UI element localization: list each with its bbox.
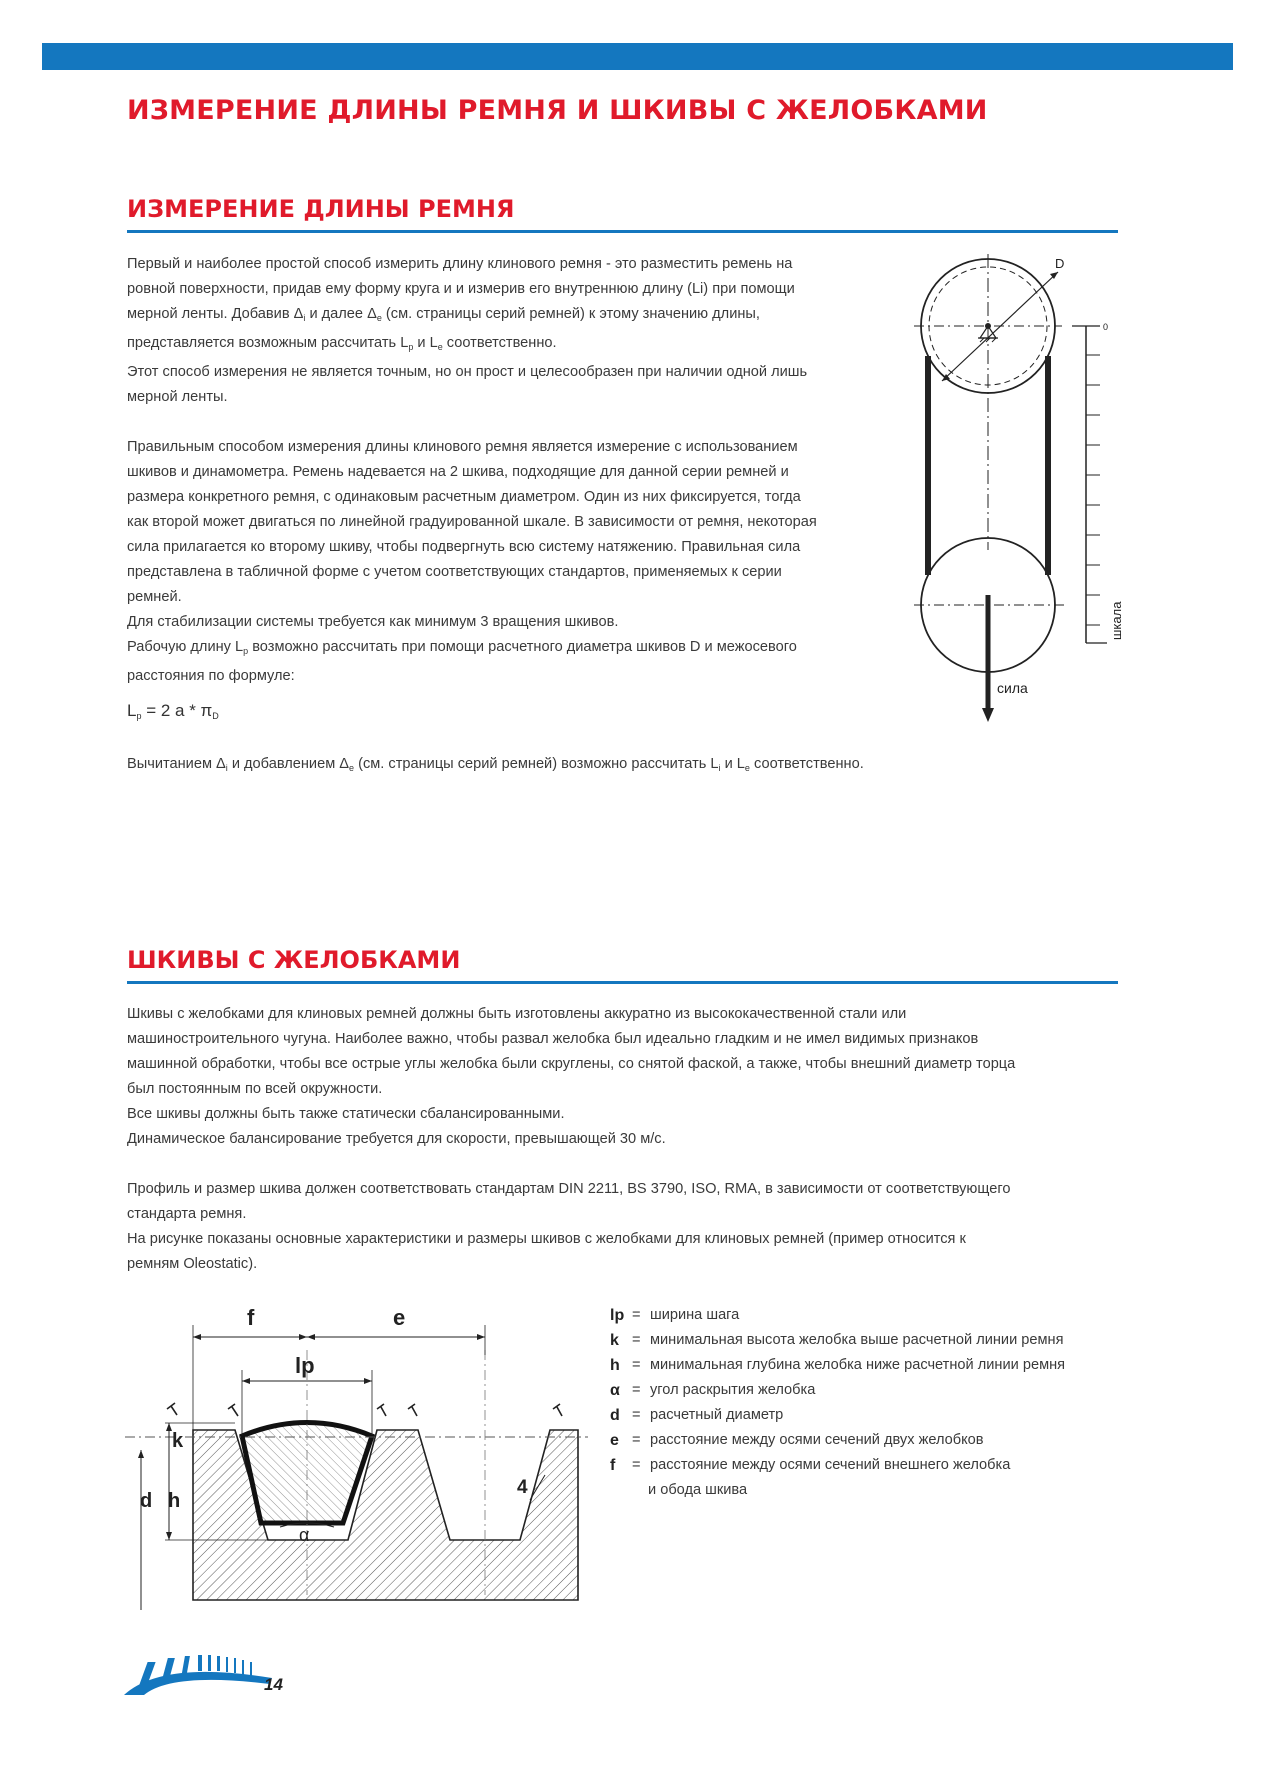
dimension-k-label: k bbox=[172, 1430, 184, 1452]
dimension-d-label: d bbox=[140, 1490, 153, 1512]
pulleys-text bbox=[127, 1002, 1015, 1277]
angle-alpha-label: α bbox=[299, 1525, 310, 1545]
text-line: ремням Oleostatic). bbox=[127, 1256, 258, 1272]
dimension-lp-label: lp bbox=[295, 1353, 315, 1378]
belt-measurement-diagram bbox=[900, 250, 1140, 730]
text-line: Вычитанием $\Delta_i$ и добавлением $\Delta_e$ (см. страницы серий ремней) возможно рассчитать $L_i$ и $L_e$ соответственно. bbox=[127, 756, 864, 773]
text-line: мерной ленты. bbox=[127, 389, 228, 405]
section-title-belt-measurement: ИЗМЕРЕНИЕ ДЛИНЫ РЕМНЯ bbox=[127, 195, 515, 223]
legend-item: f = расстояние между осями сечений внешнего желобка bbox=[610, 1457, 1011, 1474]
scale-zero-label: 0 bbox=[1103, 322, 1109, 332]
pulley-groove-diagram bbox=[125, 1295, 590, 1615]
section-rule bbox=[127, 981, 1118, 984]
top-banner-bar bbox=[42, 43, 1233, 70]
text-line: был постоянным по всей окружности. bbox=[127, 1081, 383, 1097]
text-line: сила прилагается ко второму шкиву, чтобы подвергнуть всю систему натяжению. Правильная сила bbox=[127, 539, 801, 555]
text-line: шкивов и динамометра. Ремень надевается на 2 шкива, подходящие для данной серии ремней и bbox=[127, 464, 789, 480]
roughness-mark-label: 4 bbox=[517, 1477, 528, 1498]
text-line: Правильным способом измерения длины клинового ремня является измерение с использованием bbox=[127, 439, 798, 455]
dimension-e-label: e bbox=[393, 1305, 406, 1330]
legend-item: α = угол раскрытия желобка bbox=[610, 1382, 816, 1399]
page-title: ИЗМЕРЕНИЕ ДЛИНЫ РЕМНЯ И ШКИВЫ С ЖЕЛОБКАМИ bbox=[127, 95, 988, 126]
page-number: 14 bbox=[264, 1675, 283, 1694]
legend-item-continuation: и обода шкива bbox=[648, 1482, 748, 1498]
legend-item: k = минимальная высота желобка выше расчетной линии ремня bbox=[610, 1332, 1064, 1349]
text-line: На рисунке показаны основные характеристики и размеры шкивов с желобками для клиновых ремней (пример относится к bbox=[127, 1231, 966, 1247]
belt-measurement-text bbox=[127, 252, 817, 689]
text-line: Первый и наиболее простой способ измерить длину клинового ремня - это разместить ремень на bbox=[127, 256, 793, 272]
dimension-f-label: f bbox=[247, 1305, 255, 1330]
text-line: ремней. bbox=[127, 589, 182, 605]
section-rule bbox=[127, 230, 1118, 233]
dimension-h-label: h bbox=[168, 1490, 181, 1512]
text-line: Профиль и размер шкива должен соответствовать стандартам DIN 2211, BS 3790, ISO, RMA, в зависимости от соответствующего bbox=[127, 1181, 1011, 1197]
text-line: машинной обработки, чтобы все острые углы желобка были скруглены, со снятой фаской, а также, чтобы внешний диаметр торца bbox=[127, 1056, 1016, 1072]
legend-item: d = расчетный диаметр bbox=[610, 1407, 784, 1424]
text-line: Рабочую длину $L_p$ возможно рассчитать при помощи расчетного диаметра шкивов D и межосевого bbox=[127, 639, 797, 656]
text-line: Этот способ измерения не является точным, но он прост и целесообразен при наличии одной лишь bbox=[127, 364, 808, 380]
diameter-label: D bbox=[1055, 256, 1065, 271]
length-formula: $L_p = 2$ a * $\pi_D$ bbox=[127, 701, 219, 721]
text-line: размера конкретного ремня, с одинаковым расчетным диаметром. Один из них фиксируется, тогда bbox=[127, 489, 801, 505]
legend-item: lp = ширина шага bbox=[610, 1307, 740, 1324]
text-line: ровной поверхности, придав ему форму круга и и измерив его внутреннюю длину (Li) при помощи bbox=[127, 281, 795, 297]
text-line: представлена в табличной форме с учетом соответствующих стандартов, применяемых к серии bbox=[127, 564, 782, 580]
pulley-legend bbox=[610, 1303, 1065, 1503]
legend-item: h = минимальная глубина желобка ниже расчетной линии ремня bbox=[610, 1357, 1066, 1374]
text-line: Динамическое балансирование требуется для скорости, превышающей 30 м/с. bbox=[127, 1131, 666, 1147]
text-line: расстояния по формуле: bbox=[127, 668, 295, 684]
text-line: Шкивы с желобками для клиновых ремней должны быть изготовлены аккуратно из высококачественной стали или bbox=[127, 1006, 907, 1022]
text-line: Все шкивы должны быть также статически сбалансированными. bbox=[127, 1106, 565, 1122]
text-line: Для стабилизации системы требуется как минимум 3 вращения шкивов. bbox=[127, 614, 619, 630]
text-line: стандарта ремня. bbox=[127, 1206, 247, 1222]
belt-measurement-conclusion bbox=[127, 752, 864, 781]
text-line: представляется возможным рассчитать $L_p$ и $L_e$ соответственно. bbox=[127, 335, 557, 352]
text-line: как второй может двигаться по линейной градуированной шкале. В зависимости от ремня, некоторая bbox=[127, 514, 817, 530]
text-line: машиностроительного чугуна. Наиболее важно, чтобы развал желобка был идеально гладким и не имел видимых признаков bbox=[127, 1031, 979, 1047]
legend-item: e = расстояние между осями сечений двух желобков bbox=[610, 1432, 984, 1449]
force-label: сила bbox=[997, 680, 1028, 696]
scale-label: шкала bbox=[1109, 601, 1124, 640]
section-title-pulleys: ШКИВЫ С ЖЕЛОБКАМИ bbox=[127, 946, 461, 974]
text-line: мерной ленты. Добавив $\Delta_i$ и далее $\Delta_e$ (см. страницы серий ремней) к этому значению длины, bbox=[127, 306, 760, 323]
